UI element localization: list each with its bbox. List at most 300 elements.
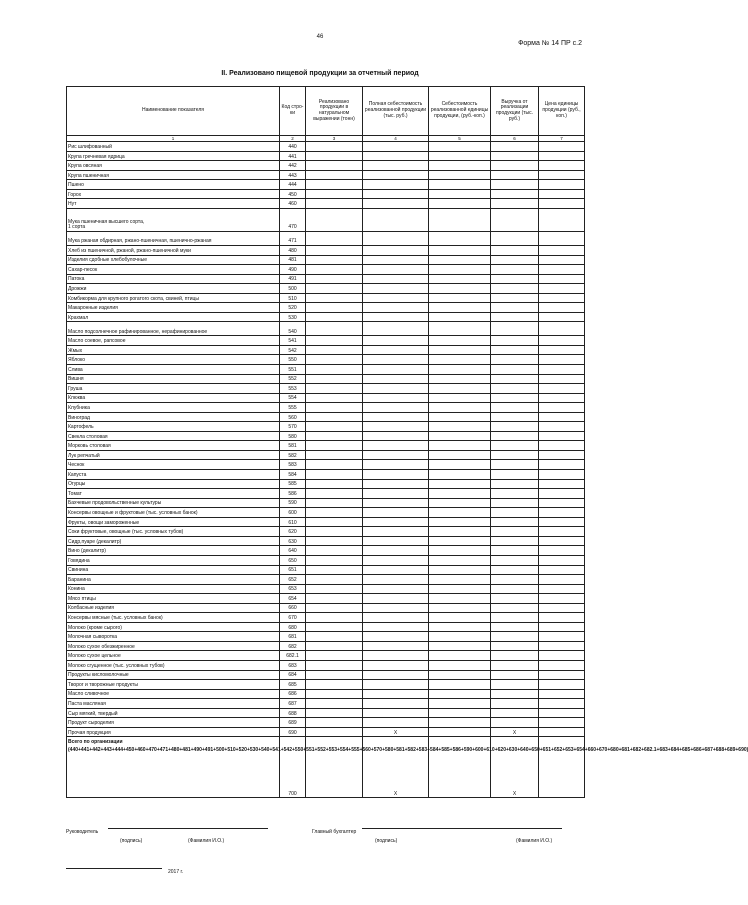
value-cell[interactable] (491, 479, 539, 489)
value-cell[interactable] (539, 255, 585, 265)
value-cell[interactable] (539, 708, 585, 718)
value-cell[interactable] (491, 527, 539, 537)
value-cell[interactable] (539, 689, 585, 699)
value-cell[interactable] (363, 660, 429, 670)
value-cell[interactable] (306, 479, 363, 489)
value-cell[interactable] (491, 441, 539, 451)
value-cell[interactable] (363, 613, 429, 623)
value-cell[interactable] (539, 479, 585, 489)
value-cell[interactable] (429, 422, 491, 432)
value-cell[interactable] (363, 632, 429, 642)
value-cell[interactable] (363, 312, 429, 322)
value-cell[interactable] (363, 431, 429, 441)
value-cell[interactable] (491, 622, 539, 632)
value-cell[interactable] (491, 498, 539, 508)
value-cell[interactable] (429, 479, 491, 489)
value-cell[interactable] (429, 565, 491, 575)
value-cell[interactable] (539, 613, 585, 623)
value-cell[interactable] (429, 393, 491, 403)
value-cell[interactable] (539, 699, 585, 709)
value-cell[interactable] (363, 232, 429, 246)
value-cell[interactable] (363, 470, 429, 480)
value-cell[interactable] (429, 622, 491, 632)
value-cell[interactable] (539, 555, 585, 565)
value-cell[interactable] (363, 508, 429, 518)
value-cell[interactable] (306, 284, 363, 294)
value-cell[interactable] (363, 670, 429, 680)
value-cell[interactable] (429, 345, 491, 355)
value-cell[interactable] (363, 393, 429, 403)
value-cell[interactable] (429, 641, 491, 651)
value-cell[interactable] (539, 274, 585, 284)
value-cell[interactable] (429, 689, 491, 699)
value-cell[interactable] (363, 460, 429, 470)
value-cell[interactable] (429, 470, 491, 480)
value-cell[interactable] (429, 660, 491, 670)
value-cell[interactable] (429, 374, 491, 384)
value-cell[interactable] (306, 450, 363, 460)
value-cell[interactable] (539, 246, 585, 256)
value-cell[interactable] (306, 708, 363, 718)
value-cell[interactable] (491, 450, 539, 460)
value-cell[interactable] (539, 603, 585, 613)
value-cell[interactable] (306, 460, 363, 470)
value-cell[interactable] (491, 151, 539, 161)
value-cell[interactable] (539, 265, 585, 275)
value-cell[interactable] (306, 660, 363, 670)
value-cell[interactable] (429, 527, 491, 537)
value-cell[interactable] (539, 312, 585, 322)
value-cell[interactable] (363, 199, 429, 209)
value-cell[interactable] (363, 255, 429, 265)
value-cell[interactable] (363, 151, 429, 161)
value-cell[interactable] (306, 151, 363, 161)
value-cell[interactable] (491, 293, 539, 303)
value-cell[interactable] (429, 412, 491, 422)
value-cell[interactable] (306, 403, 363, 413)
value-cell[interactable] (539, 584, 585, 594)
value-cell[interactable] (306, 603, 363, 613)
value-cell[interactable] (491, 374, 539, 384)
value-cell[interactable] (539, 450, 585, 460)
value-cell[interactable] (491, 412, 539, 422)
value-cell[interactable] (429, 594, 491, 604)
value-cell[interactable] (491, 651, 539, 661)
value-cell[interactable] (491, 708, 539, 718)
value-cell[interactable] (429, 284, 491, 294)
value-cell[interactable] (539, 322, 585, 336)
value-cell[interactable] (429, 450, 491, 460)
value-cell[interactable] (539, 470, 585, 480)
value-cell[interactable] (363, 536, 429, 546)
value-cell[interactable] (306, 274, 363, 284)
value-cell[interactable] (306, 699, 363, 709)
value-cell[interactable] (491, 489, 539, 499)
value-cell[interactable] (363, 422, 429, 432)
value-cell[interactable] (363, 699, 429, 709)
value-cell[interactable] (429, 355, 491, 365)
value-cell[interactable] (429, 536, 491, 546)
value-cell[interactable] (363, 584, 429, 594)
value-cell[interactable] (429, 603, 491, 613)
value-cell[interactable] (306, 689, 363, 699)
value-cell[interactable] (306, 555, 363, 565)
value-cell[interactable] (491, 546, 539, 556)
value-cell[interactable] (539, 489, 585, 499)
value-cell[interactable] (306, 680, 363, 690)
value-cell[interactable] (429, 517, 491, 527)
value-cell[interactable] (539, 508, 585, 518)
value-cell[interactable] (363, 142, 429, 152)
value-cell[interactable] (539, 189, 585, 199)
value-cell[interactable] (539, 384, 585, 394)
value-cell[interactable] (429, 246, 491, 256)
value-cell[interactable] (429, 255, 491, 265)
value-cell[interactable] (363, 689, 429, 699)
value-cell[interactable] (429, 403, 491, 413)
value-cell[interactable] (363, 170, 429, 180)
value-cell[interactable] (363, 565, 429, 575)
value-cell[interactable] (306, 651, 363, 661)
value-cell[interactable] (306, 355, 363, 365)
value-cell[interactable] (539, 431, 585, 441)
value-cell[interactable] (429, 727, 491, 737)
value-cell[interactable] (306, 565, 363, 575)
value-cell[interactable] (491, 209, 539, 232)
value-cell[interactable] (429, 274, 491, 284)
value-cell[interactable] (491, 255, 539, 265)
value-cell[interactable] (306, 180, 363, 190)
value-cell[interactable] (306, 584, 363, 594)
value-cell[interactable] (306, 613, 363, 623)
value-cell[interactable] (539, 284, 585, 294)
value-cell[interactable] (491, 303, 539, 313)
value-cell[interactable] (491, 699, 539, 709)
value-cell[interactable] (539, 303, 585, 313)
value-cell[interactable] (429, 575, 491, 585)
value-cell[interactable] (539, 641, 585, 651)
value-cell[interactable] (306, 517, 363, 527)
value-cell[interactable] (306, 622, 363, 632)
value-cell[interactable] (306, 384, 363, 394)
value-cell[interactable] (491, 422, 539, 432)
value-cell[interactable] (363, 555, 429, 565)
value-cell[interactable] (539, 460, 585, 470)
value-cell[interactable] (429, 293, 491, 303)
value-cell[interactable] (429, 312, 491, 322)
value-cell[interactable] (539, 632, 585, 642)
value-cell[interactable] (429, 546, 491, 556)
value-cell[interactable] (363, 284, 429, 294)
value-cell[interactable] (363, 265, 429, 275)
value-cell[interactable] (363, 479, 429, 489)
value-cell[interactable] (363, 303, 429, 313)
value-cell[interactable] (539, 403, 585, 413)
value-cell[interactable] (363, 209, 429, 232)
value-cell[interactable] (429, 632, 491, 642)
value-cell[interactable] (539, 622, 585, 632)
value-cell[interactable] (539, 151, 585, 161)
value-cell[interactable] (539, 365, 585, 375)
value-cell[interactable] (306, 412, 363, 422)
value-cell[interactable] (491, 508, 539, 518)
value-cell[interactable] (363, 180, 429, 190)
value-cell[interactable] (539, 355, 585, 365)
value-cell[interactable] (491, 161, 539, 171)
value-cell[interactable] (491, 189, 539, 199)
value-cell[interactable] (539, 209, 585, 232)
value-cell[interactable] (363, 680, 429, 690)
value-cell[interactable] (363, 546, 429, 556)
value-cell[interactable] (306, 727, 363, 737)
value-cell[interactable] (491, 274, 539, 284)
value-cell[interactable] (429, 151, 491, 161)
value-cell[interactable] (306, 536, 363, 546)
value-cell[interactable] (491, 345, 539, 355)
value-cell[interactable] (363, 603, 429, 613)
value-cell[interactable] (306, 161, 363, 171)
value-cell[interactable] (306, 422, 363, 432)
value-cell[interactable] (539, 575, 585, 585)
value-cell[interactable] (306, 431, 363, 441)
value-cell[interactable] (363, 274, 429, 284)
value-cell[interactable] (306, 470, 363, 480)
value-cell[interactable] (429, 460, 491, 470)
value-cell[interactable] (306, 189, 363, 199)
value-cell[interactable] (306, 365, 363, 375)
value-cell[interactable] (491, 265, 539, 275)
value-cell[interactable] (429, 670, 491, 680)
value-cell[interactable] (306, 303, 363, 313)
value-cell[interactable] (539, 594, 585, 604)
value-cell[interactable] (306, 718, 363, 728)
value-cell[interactable] (306, 255, 363, 265)
value-cell[interactable] (306, 508, 363, 518)
value-cell[interactable] (363, 384, 429, 394)
value-cell[interactable] (539, 422, 585, 432)
value-cell[interactable] (429, 265, 491, 275)
value-cell[interactable] (306, 527, 363, 537)
value-cell[interactable] (491, 603, 539, 613)
value-cell[interactable] (539, 142, 585, 152)
value-cell[interactable] (539, 293, 585, 303)
value-cell[interactable] (306, 374, 363, 384)
value-cell[interactable] (491, 322, 539, 336)
value-cell[interactable] (491, 431, 539, 441)
value-cell[interactable] (306, 199, 363, 209)
value-cell[interactable] (306, 575, 363, 585)
value-cell[interactable] (429, 508, 491, 518)
value-cell[interactable] (429, 441, 491, 451)
value-cell[interactable] (363, 527, 429, 537)
value-cell[interactable] (363, 594, 429, 604)
value-cell[interactable] (306, 632, 363, 642)
value-cell[interactable] (539, 660, 585, 670)
value-cell[interactable] (306, 546, 363, 556)
value-cell[interactable] (363, 622, 429, 632)
value-cell[interactable] (491, 232, 539, 246)
value-cell[interactable] (363, 161, 429, 171)
value-cell[interactable] (539, 670, 585, 680)
value-cell[interactable] (491, 575, 539, 585)
value-cell[interactable] (363, 322, 429, 336)
value-cell[interactable] (306, 312, 363, 322)
value-cell[interactable] (363, 412, 429, 422)
value-cell[interactable] (491, 594, 539, 604)
value-cell[interactable] (363, 345, 429, 355)
value-cell[interactable] (539, 393, 585, 403)
value-cell[interactable] (429, 161, 491, 171)
value-cell[interactable] (429, 209, 491, 232)
value-cell[interactable] (363, 246, 429, 256)
value-cell[interactable] (306, 345, 363, 355)
value-cell[interactable] (539, 565, 585, 575)
value-cell[interactable] (363, 336, 429, 346)
value-cell[interactable] (539, 161, 585, 171)
value-cell[interactable] (306, 209, 363, 232)
value-cell[interactable] (429, 384, 491, 394)
value-cell[interactable] (491, 170, 539, 180)
value-cell[interactable] (306, 142, 363, 152)
value-cell[interactable] (539, 517, 585, 527)
value-cell[interactable] (539, 727, 585, 737)
value-cell[interactable] (429, 365, 491, 375)
value-cell[interactable] (363, 365, 429, 375)
value-cell[interactable] (429, 199, 491, 209)
value-cell[interactable] (363, 517, 429, 527)
value-cell[interactable] (491, 384, 539, 394)
value-cell[interactable] (491, 142, 539, 152)
value-cell[interactable] (306, 594, 363, 604)
value-cell[interactable] (539, 374, 585, 384)
value-cell[interactable] (429, 613, 491, 623)
value-cell[interactable] (429, 170, 491, 180)
value-cell[interactable] (429, 718, 491, 728)
value-cell[interactable] (539, 651, 585, 661)
value-cell[interactable] (539, 199, 585, 209)
value-cell[interactable] (306, 265, 363, 275)
value-cell[interactable] (491, 689, 539, 699)
value-cell[interactable] (539, 180, 585, 190)
value-cell[interactable] (539, 498, 585, 508)
value-cell[interactable] (491, 641, 539, 651)
value-cell[interactable] (491, 718, 539, 728)
value-cell[interactable] (363, 189, 429, 199)
value-cell[interactable] (306, 322, 363, 336)
value-cell[interactable] (539, 737, 585, 798)
value-cell[interactable] (491, 536, 539, 546)
value-cell[interactable] (306, 393, 363, 403)
value-cell[interactable] (429, 584, 491, 594)
value-cell[interactable] (539, 170, 585, 180)
value-cell[interactable] (363, 718, 429, 728)
value-cell[interactable] (363, 374, 429, 384)
value-cell[interactable] (429, 189, 491, 199)
value-cell[interactable] (491, 517, 539, 527)
value-cell[interactable] (429, 555, 491, 565)
value-cell[interactable] (429, 180, 491, 190)
value-cell[interactable] (306, 170, 363, 180)
value-cell[interactable] (429, 232, 491, 246)
value-cell[interactable] (363, 641, 429, 651)
value-cell[interactable] (363, 498, 429, 508)
value-cell[interactable] (539, 441, 585, 451)
value-cell[interactable] (363, 355, 429, 365)
value-cell[interactable] (491, 312, 539, 322)
value-cell[interactable] (306, 737, 363, 798)
value-cell[interactable] (491, 680, 539, 690)
value-cell[interactable] (539, 718, 585, 728)
value-cell[interactable] (491, 470, 539, 480)
value-cell[interactable] (491, 284, 539, 294)
value-cell[interactable] (491, 632, 539, 642)
value-cell[interactable] (363, 450, 429, 460)
value-cell[interactable] (491, 355, 539, 365)
value-cell[interactable] (539, 546, 585, 556)
value-cell[interactable] (491, 393, 539, 403)
value-cell[interactable] (491, 613, 539, 623)
value-cell[interactable] (491, 336, 539, 346)
value-cell[interactable] (429, 489, 491, 499)
value-cell[interactable] (491, 460, 539, 470)
value-cell[interactable] (429, 303, 491, 313)
value-cell[interactable] (363, 441, 429, 451)
value-cell[interactable] (363, 575, 429, 585)
value-cell[interactable] (429, 737, 491, 798)
value-cell[interactable] (363, 708, 429, 718)
value-cell[interactable] (539, 336, 585, 346)
value-cell[interactable] (306, 641, 363, 651)
value-cell[interactable] (491, 180, 539, 190)
value-cell[interactable] (429, 708, 491, 718)
value-cell[interactable] (491, 565, 539, 575)
value-cell[interactable] (429, 699, 491, 709)
value-cell[interactable] (306, 489, 363, 499)
value-cell[interactable] (539, 345, 585, 355)
value-cell[interactable] (491, 246, 539, 256)
value-cell[interactable] (429, 680, 491, 690)
value-cell[interactable] (363, 403, 429, 413)
value-cell[interactable] (429, 336, 491, 346)
value-cell[interactable] (539, 412, 585, 422)
value-cell[interactable] (491, 199, 539, 209)
value-cell[interactable] (306, 498, 363, 508)
value-cell[interactable] (306, 246, 363, 256)
value-cell[interactable] (429, 322, 491, 336)
value-cell[interactable] (539, 527, 585, 537)
value-cell[interactable] (491, 403, 539, 413)
value-cell[interactable] (539, 232, 585, 246)
value-cell[interactable] (539, 680, 585, 690)
value-cell[interactable] (491, 555, 539, 565)
value-cell[interactable] (363, 651, 429, 661)
value-cell[interactable] (491, 660, 539, 670)
value-cell[interactable] (429, 651, 491, 661)
value-cell[interactable] (306, 441, 363, 451)
value-cell[interactable] (306, 670, 363, 680)
value-cell[interactable] (491, 584, 539, 594)
value-cell[interactable] (491, 670, 539, 680)
value-cell[interactable] (429, 498, 491, 508)
value-cell[interactable] (306, 232, 363, 246)
value-cell[interactable] (491, 365, 539, 375)
value-cell[interactable] (429, 431, 491, 441)
value-cell[interactable] (306, 336, 363, 346)
value-cell[interactable] (363, 489, 429, 499)
value-cell[interactable] (539, 536, 585, 546)
value-cell[interactable] (429, 142, 491, 152)
value-cell[interactable] (363, 293, 429, 303)
